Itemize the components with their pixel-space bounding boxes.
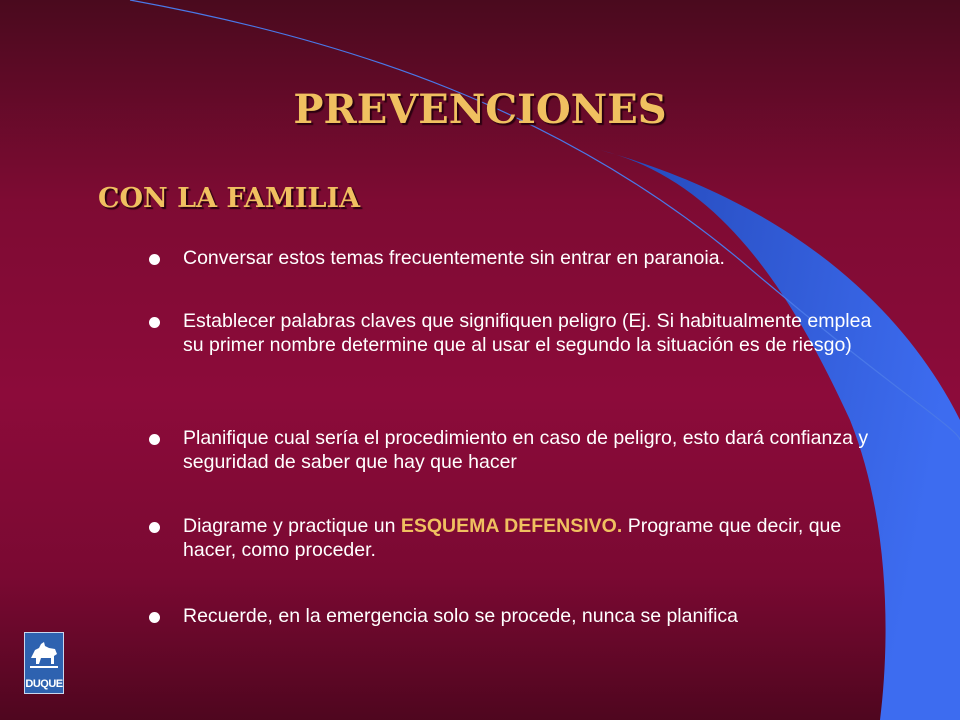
bullet-text: Recuerde, en la emergencia solo se procede, nunca se planifica <box>183 605 739 627</box>
bullet-item <box>145 246 725 270</box>
bullet-text-after: Programe que decir, que hacer, como proceder. <box>183 515 842 561</box>
bullet-text-before: Diagrame y practique un <box>183 515 401 537</box>
bullet-dot-icon <box>149 254 160 265</box>
bullet-item <box>145 426 880 474</box>
bullet-item <box>145 309 880 357</box>
dog-icon <box>27 636 61 672</box>
bullet-text: Establecer palabras claves que signifiquen peligro (Ej. Si habitualmente emplea su primer nombre determine que al usar el segundo la situación es de riesgo) <box>183 310 872 356</box>
bullet-highlight: ESQUEMA DEFENSIVO. <box>400 515 623 537</box>
bullet-text: Conversar estos temas frecuentemente sin entrar en paranoia. <box>183 247 725 269</box>
bullet-item <box>145 604 738 628</box>
bullet-text: Planifique cual sería el procedimiento en caso de peligro, esto dará confianza y seguridad de saber que hay que hacer <box>183 427 869 473</box>
bullet-item <box>145 514 880 562</box>
bullet-dot-icon <box>149 317 160 328</box>
logo-text: DUQUE <box>25 678 63 690</box>
slide-title: PREVENCIONES <box>293 86 667 133</box>
bullet-dot-icon <box>149 434 160 445</box>
company-logo <box>24 632 64 694</box>
bullet-dot-icon <box>149 612 160 623</box>
bullet-dot-icon <box>149 522 160 533</box>
slide-subtitle: CON LA FAMILIA <box>98 183 361 214</box>
